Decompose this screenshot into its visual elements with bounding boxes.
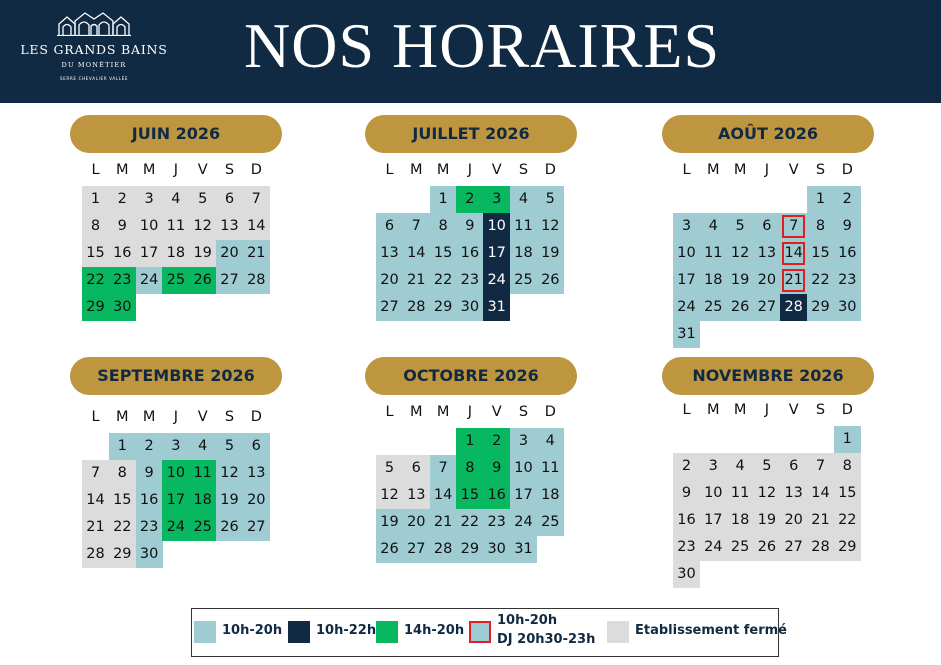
day-cell: 18 bbox=[162, 240, 189, 267]
day-cell: 8 bbox=[456, 455, 483, 482]
day-cell: 4 bbox=[537, 428, 564, 455]
weekday-header: L bbox=[91, 162, 100, 178]
day-cell: 28 bbox=[780, 294, 807, 321]
day-cell: 29 bbox=[82, 294, 109, 321]
day-cell: 1 bbox=[456, 428, 483, 455]
day-cell: 28 bbox=[807, 534, 834, 561]
day-cell: 1 bbox=[109, 433, 136, 460]
weekday-header: D bbox=[250, 409, 262, 425]
day-cell: 30 bbox=[834, 294, 861, 321]
day-cell: 13 bbox=[403, 482, 430, 509]
day-cell: 28 bbox=[243, 267, 270, 294]
day-cell: 20 bbox=[216, 240, 243, 267]
day-cell: 29 bbox=[430, 294, 457, 321]
day-cell: 21 bbox=[82, 514, 109, 541]
weekday-header: L bbox=[91, 409, 100, 425]
day-cell: 9 bbox=[136, 460, 163, 487]
day-cell: 26 bbox=[753, 534, 780, 561]
day-cell: 20 bbox=[753, 267, 780, 294]
weekday-header: D bbox=[841, 162, 853, 178]
day-cell: 16 bbox=[483, 482, 510, 509]
weekday-header: S bbox=[815, 162, 826, 178]
legend-label: 10h-22h bbox=[316, 623, 377, 638]
weekday-header: J bbox=[173, 162, 179, 178]
day-cell: 25 bbox=[700, 294, 727, 321]
legend-swatch-dj bbox=[469, 621, 491, 643]
day-cell: 23 bbox=[673, 534, 700, 561]
day-cell: 5 bbox=[189, 186, 216, 213]
day-cell: 8 bbox=[834, 453, 861, 480]
day-cell: 26 bbox=[727, 294, 754, 321]
weekday-header: M bbox=[436, 162, 450, 178]
day-cell: 29 bbox=[109, 541, 136, 568]
day-cell: 21 bbox=[807, 507, 834, 534]
day-cell: 4 bbox=[162, 186, 189, 213]
day-cell: 5 bbox=[753, 453, 780, 480]
day-cell: 21 bbox=[430, 509, 457, 536]
legend-label: Etablissement fermé bbox=[635, 623, 787, 638]
day-cell: 6 bbox=[216, 186, 243, 213]
day-cell: 23 bbox=[834, 267, 861, 294]
day-cell: 16 bbox=[456, 240, 483, 267]
day-cell: 4 bbox=[510, 186, 537, 213]
day-cell: 15 bbox=[430, 240, 457, 267]
day-cell: 11 bbox=[700, 240, 727, 267]
day-cell: 25 bbox=[189, 514, 216, 541]
day-cell: 23 bbox=[109, 267, 136, 294]
day-cell: 25 bbox=[727, 534, 754, 561]
legend-swatch-grey bbox=[607, 621, 629, 643]
day-cell: 29 bbox=[456, 536, 483, 563]
day-cell: 5 bbox=[727, 213, 754, 240]
day-cell: 13 bbox=[216, 213, 243, 240]
day-cell: 17 bbox=[483, 240, 510, 267]
day-cell: 24 bbox=[700, 534, 727, 561]
day-cell: 28 bbox=[82, 541, 109, 568]
weekday-header: L bbox=[385, 162, 394, 178]
day-cell: 30 bbox=[673, 561, 700, 588]
weekday-header: D bbox=[250, 162, 262, 178]
weekday-header: S bbox=[815, 402, 826, 418]
day-cell: 14 bbox=[430, 482, 457, 509]
day-cell: 17 bbox=[162, 487, 189, 514]
weekday-header: M bbox=[142, 409, 156, 425]
page-title: NOS HORAIRES bbox=[244, 10, 721, 81]
weekday-header: V bbox=[788, 402, 799, 418]
day-cell: 8 bbox=[82, 213, 109, 240]
weekday-header: V bbox=[197, 409, 208, 425]
day-cell: 11 bbox=[537, 455, 564, 482]
day-cell: 6 bbox=[403, 455, 430, 482]
day-cell: 9 bbox=[483, 455, 510, 482]
day-cell: 1 bbox=[807, 186, 834, 213]
day-cell: 5 bbox=[216, 433, 243, 460]
day-cell: 18 bbox=[727, 507, 754, 534]
day-cell: 26 bbox=[189, 267, 216, 294]
day-cell: 15 bbox=[834, 480, 861, 507]
legend-label: 14h-20h bbox=[404, 623, 465, 638]
day-cell: 3 bbox=[162, 433, 189, 460]
day-cell: 24 bbox=[510, 509, 537, 536]
day-cell: 16 bbox=[834, 240, 861, 267]
day-cell: 13 bbox=[376, 240, 403, 267]
day-cell: 26 bbox=[537, 267, 564, 294]
day-cell: 19 bbox=[189, 240, 216, 267]
day-cell: 21 bbox=[243, 240, 270, 267]
day-cell: 11 bbox=[510, 213, 537, 240]
day-cell: 30 bbox=[483, 536, 510, 563]
day-cell: 10 bbox=[136, 213, 163, 240]
day-cell: 25 bbox=[537, 509, 564, 536]
month-title: NOVEMBRE 2026 bbox=[662, 357, 874, 395]
day-cell: 14 bbox=[780, 240, 807, 267]
day-cell: 27 bbox=[753, 294, 780, 321]
weekday-header: D bbox=[544, 404, 556, 420]
day-cell: 18 bbox=[510, 240, 537, 267]
day-cell: 30 bbox=[136, 541, 163, 568]
day-cell: 4 bbox=[189, 433, 216, 460]
day-cell: 18 bbox=[537, 482, 564, 509]
day-cell: 5 bbox=[537, 186, 564, 213]
day-cell: 6 bbox=[753, 213, 780, 240]
month-title: JUILLET 2026 bbox=[365, 115, 577, 153]
day-cell: 4 bbox=[700, 213, 727, 240]
day-cell: 19 bbox=[753, 507, 780, 534]
weekday-header: M bbox=[707, 402, 720, 418]
day-cell: 24 bbox=[136, 267, 163, 294]
day-cell: 13 bbox=[780, 480, 807, 507]
day-cell: 6 bbox=[243, 433, 270, 460]
weekday-header: M bbox=[733, 402, 747, 418]
logo-dot: · bbox=[93, 68, 95, 75]
weekday-header: M bbox=[410, 404, 423, 420]
day-cell: 16 bbox=[136, 487, 163, 514]
day-cell: 30 bbox=[109, 294, 136, 321]
day-cell: 2 bbox=[136, 433, 163, 460]
day-cell: 11 bbox=[189, 460, 216, 487]
weekday-header: J bbox=[764, 162, 770, 178]
day-cell: 13 bbox=[243, 460, 270, 487]
day-cell: 13 bbox=[753, 240, 780, 267]
header-banner bbox=[0, 0, 941, 103]
day-cell: 10 bbox=[673, 240, 700, 267]
weekday-header: M bbox=[116, 162, 129, 178]
day-cell: 9 bbox=[673, 480, 700, 507]
day-cell: 7 bbox=[243, 186, 270, 213]
day-cell: 22 bbox=[834, 507, 861, 534]
day-cell: 11 bbox=[162, 213, 189, 240]
day-cell: 9 bbox=[109, 213, 136, 240]
weekday-header: L bbox=[682, 402, 691, 418]
weekday-header: J bbox=[467, 404, 473, 420]
day-cell: 18 bbox=[700, 267, 727, 294]
day-cell: 12 bbox=[537, 213, 564, 240]
month-title: OCTOBRE 2026 bbox=[365, 357, 577, 395]
day-cell: 21 bbox=[403, 267, 430, 294]
day-cell: 22 bbox=[109, 514, 136, 541]
day-cell: 25 bbox=[162, 267, 189, 294]
legend-swatch-navy bbox=[288, 621, 310, 643]
day-cell: 19 bbox=[537, 240, 564, 267]
day-cell: 14 bbox=[82, 487, 109, 514]
legend-swatch-blue bbox=[194, 621, 216, 643]
day-cell: 20 bbox=[780, 507, 807, 534]
day-cell: 2 bbox=[834, 186, 861, 213]
logo-region: SERRE CHEVALIER VALLÉE bbox=[59, 76, 129, 81]
day-cell: 14 bbox=[807, 480, 834, 507]
day-cell: 23 bbox=[483, 509, 510, 536]
day-cell: 24 bbox=[162, 514, 189, 541]
day-cell: 3 bbox=[483, 186, 510, 213]
day-cell: 16 bbox=[109, 240, 136, 267]
month-title: JUIN 2026 bbox=[70, 115, 282, 153]
day-cell: 21 bbox=[780, 267, 807, 294]
day-cell: 27 bbox=[376, 294, 403, 321]
day-cell: 7 bbox=[430, 455, 457, 482]
day-cell: 18 bbox=[189, 487, 216, 514]
weekday-header: D bbox=[841, 402, 853, 418]
weekday-header: M bbox=[733, 162, 747, 178]
weekday-header: M bbox=[707, 162, 720, 178]
weekday-header: S bbox=[518, 162, 529, 178]
day-cell: 2 bbox=[109, 186, 136, 213]
day-cell: 3 bbox=[510, 428, 537, 455]
day-cell: 20 bbox=[243, 487, 270, 514]
day-cell: 24 bbox=[483, 267, 510, 294]
day-cell: 12 bbox=[727, 240, 754, 267]
day-cell: 31 bbox=[483, 294, 510, 321]
weekday-header: L bbox=[385, 404, 394, 420]
day-cell: 3 bbox=[136, 186, 163, 213]
weekday-header: V bbox=[788, 162, 799, 178]
day-cell: 15 bbox=[456, 482, 483, 509]
day-cell: 2 bbox=[456, 186, 483, 213]
day-cell: 24 bbox=[673, 294, 700, 321]
day-cell: 7 bbox=[780, 213, 807, 240]
day-cell: 26 bbox=[376, 536, 403, 563]
logo bbox=[14, 10, 174, 98]
weekday-header: S bbox=[224, 162, 235, 178]
day-cell: 26 bbox=[216, 514, 243, 541]
weekday-header: L bbox=[682, 162, 691, 178]
day-cell: 17 bbox=[673, 267, 700, 294]
day-cell: 11 bbox=[727, 480, 754, 507]
day-cell: 28 bbox=[403, 294, 430, 321]
weekday-header: J bbox=[467, 162, 473, 178]
day-cell: 5 bbox=[376, 455, 403, 482]
day-cell: 20 bbox=[376, 267, 403, 294]
day-cell: 8 bbox=[430, 213, 457, 240]
month-title: SEPTEMBRE 2026 bbox=[70, 357, 282, 395]
day-cell: 15 bbox=[109, 487, 136, 514]
day-cell: 14 bbox=[243, 213, 270, 240]
weekday-header: S bbox=[518, 404, 529, 420]
day-cell: 27 bbox=[403, 536, 430, 563]
day-cell: 22 bbox=[82, 267, 109, 294]
day-cell: 17 bbox=[510, 482, 537, 509]
day-cell: 6 bbox=[780, 453, 807, 480]
day-cell: 30 bbox=[456, 294, 483, 321]
day-cell: 27 bbox=[780, 534, 807, 561]
weekday-header: M bbox=[142, 162, 156, 178]
day-cell: 1 bbox=[430, 186, 457, 213]
day-cell: 3 bbox=[700, 453, 727, 480]
day-cell: 12 bbox=[216, 460, 243, 487]
day-cell: 23 bbox=[456, 267, 483, 294]
day-cell: 19 bbox=[727, 267, 754, 294]
day-cell: 27 bbox=[243, 514, 270, 541]
weekday-header: J bbox=[173, 409, 179, 425]
weekday-header: M bbox=[116, 409, 129, 425]
day-cell: 20 bbox=[403, 509, 430, 536]
weekday-header: J bbox=[764, 402, 770, 418]
day-cell: 19 bbox=[216, 487, 243, 514]
day-cell: 12 bbox=[189, 213, 216, 240]
day-cell: 7 bbox=[82, 460, 109, 487]
bath-house-icon bbox=[57, 12, 131, 36]
day-cell: 15 bbox=[82, 240, 109, 267]
weekday-header: V bbox=[491, 404, 502, 420]
day-cell: 8 bbox=[109, 460, 136, 487]
legend-label: 10h-20h bbox=[222, 623, 283, 638]
day-cell: 17 bbox=[136, 240, 163, 267]
day-cell: 10 bbox=[162, 460, 189, 487]
logo-subtitle: DU MONÊTIER bbox=[61, 61, 127, 69]
day-cell: 31 bbox=[673, 321, 700, 348]
day-cell: 10 bbox=[510, 455, 537, 482]
day-cell: 12 bbox=[753, 480, 780, 507]
day-cell: 1 bbox=[834, 426, 861, 453]
day-cell: 4 bbox=[727, 453, 754, 480]
day-cell: 6 bbox=[376, 213, 403, 240]
weekday-header: V bbox=[491, 162, 502, 178]
day-cell: 2 bbox=[483, 428, 510, 455]
day-cell: 8 bbox=[807, 213, 834, 240]
day-cell: 10 bbox=[483, 213, 510, 240]
day-cell: 10 bbox=[700, 480, 727, 507]
day-cell: 12 bbox=[376, 482, 403, 509]
day-cell: 7 bbox=[403, 213, 430, 240]
legend-label: 10h-20h bbox=[497, 613, 558, 628]
day-cell: 9 bbox=[834, 213, 861, 240]
day-cell: 22 bbox=[430, 267, 457, 294]
day-cell: 22 bbox=[456, 509, 483, 536]
weekday-header: D bbox=[544, 162, 556, 178]
day-cell: 29 bbox=[807, 294, 834, 321]
day-cell: 22 bbox=[807, 267, 834, 294]
day-cell: 19 bbox=[376, 509, 403, 536]
weekday-header: M bbox=[410, 162, 423, 178]
day-cell: 17 bbox=[700, 507, 727, 534]
legend-swatch-green bbox=[376, 621, 398, 643]
day-cell: 23 bbox=[136, 514, 163, 541]
day-cell: 2 bbox=[673, 453, 700, 480]
day-cell: 15 bbox=[807, 240, 834, 267]
day-cell: 28 bbox=[430, 536, 457, 563]
logo-name: LES GRANDS BAINS bbox=[20, 42, 168, 57]
day-cell: 1 bbox=[82, 186, 109, 213]
weekday-header: V bbox=[197, 162, 208, 178]
day-cell: 25 bbox=[510, 267, 537, 294]
day-cell: 16 bbox=[673, 507, 700, 534]
day-cell: 14 bbox=[403, 240, 430, 267]
day-cell: 7 bbox=[807, 453, 834, 480]
day-cell: 3 bbox=[673, 213, 700, 240]
legend bbox=[191, 608, 787, 657]
legend-label-dj: DJ 20h30-23h bbox=[497, 632, 596, 647]
weekday-header: S bbox=[224, 409, 235, 425]
day-cell: 9 bbox=[456, 213, 483, 240]
day-cell: 31 bbox=[510, 536, 537, 563]
month-title: AOÛT 2026 bbox=[662, 115, 874, 153]
weekday-header: M bbox=[436, 404, 450, 420]
day-cell: 27 bbox=[216, 267, 243, 294]
day-cell: 29 bbox=[834, 534, 861, 561]
